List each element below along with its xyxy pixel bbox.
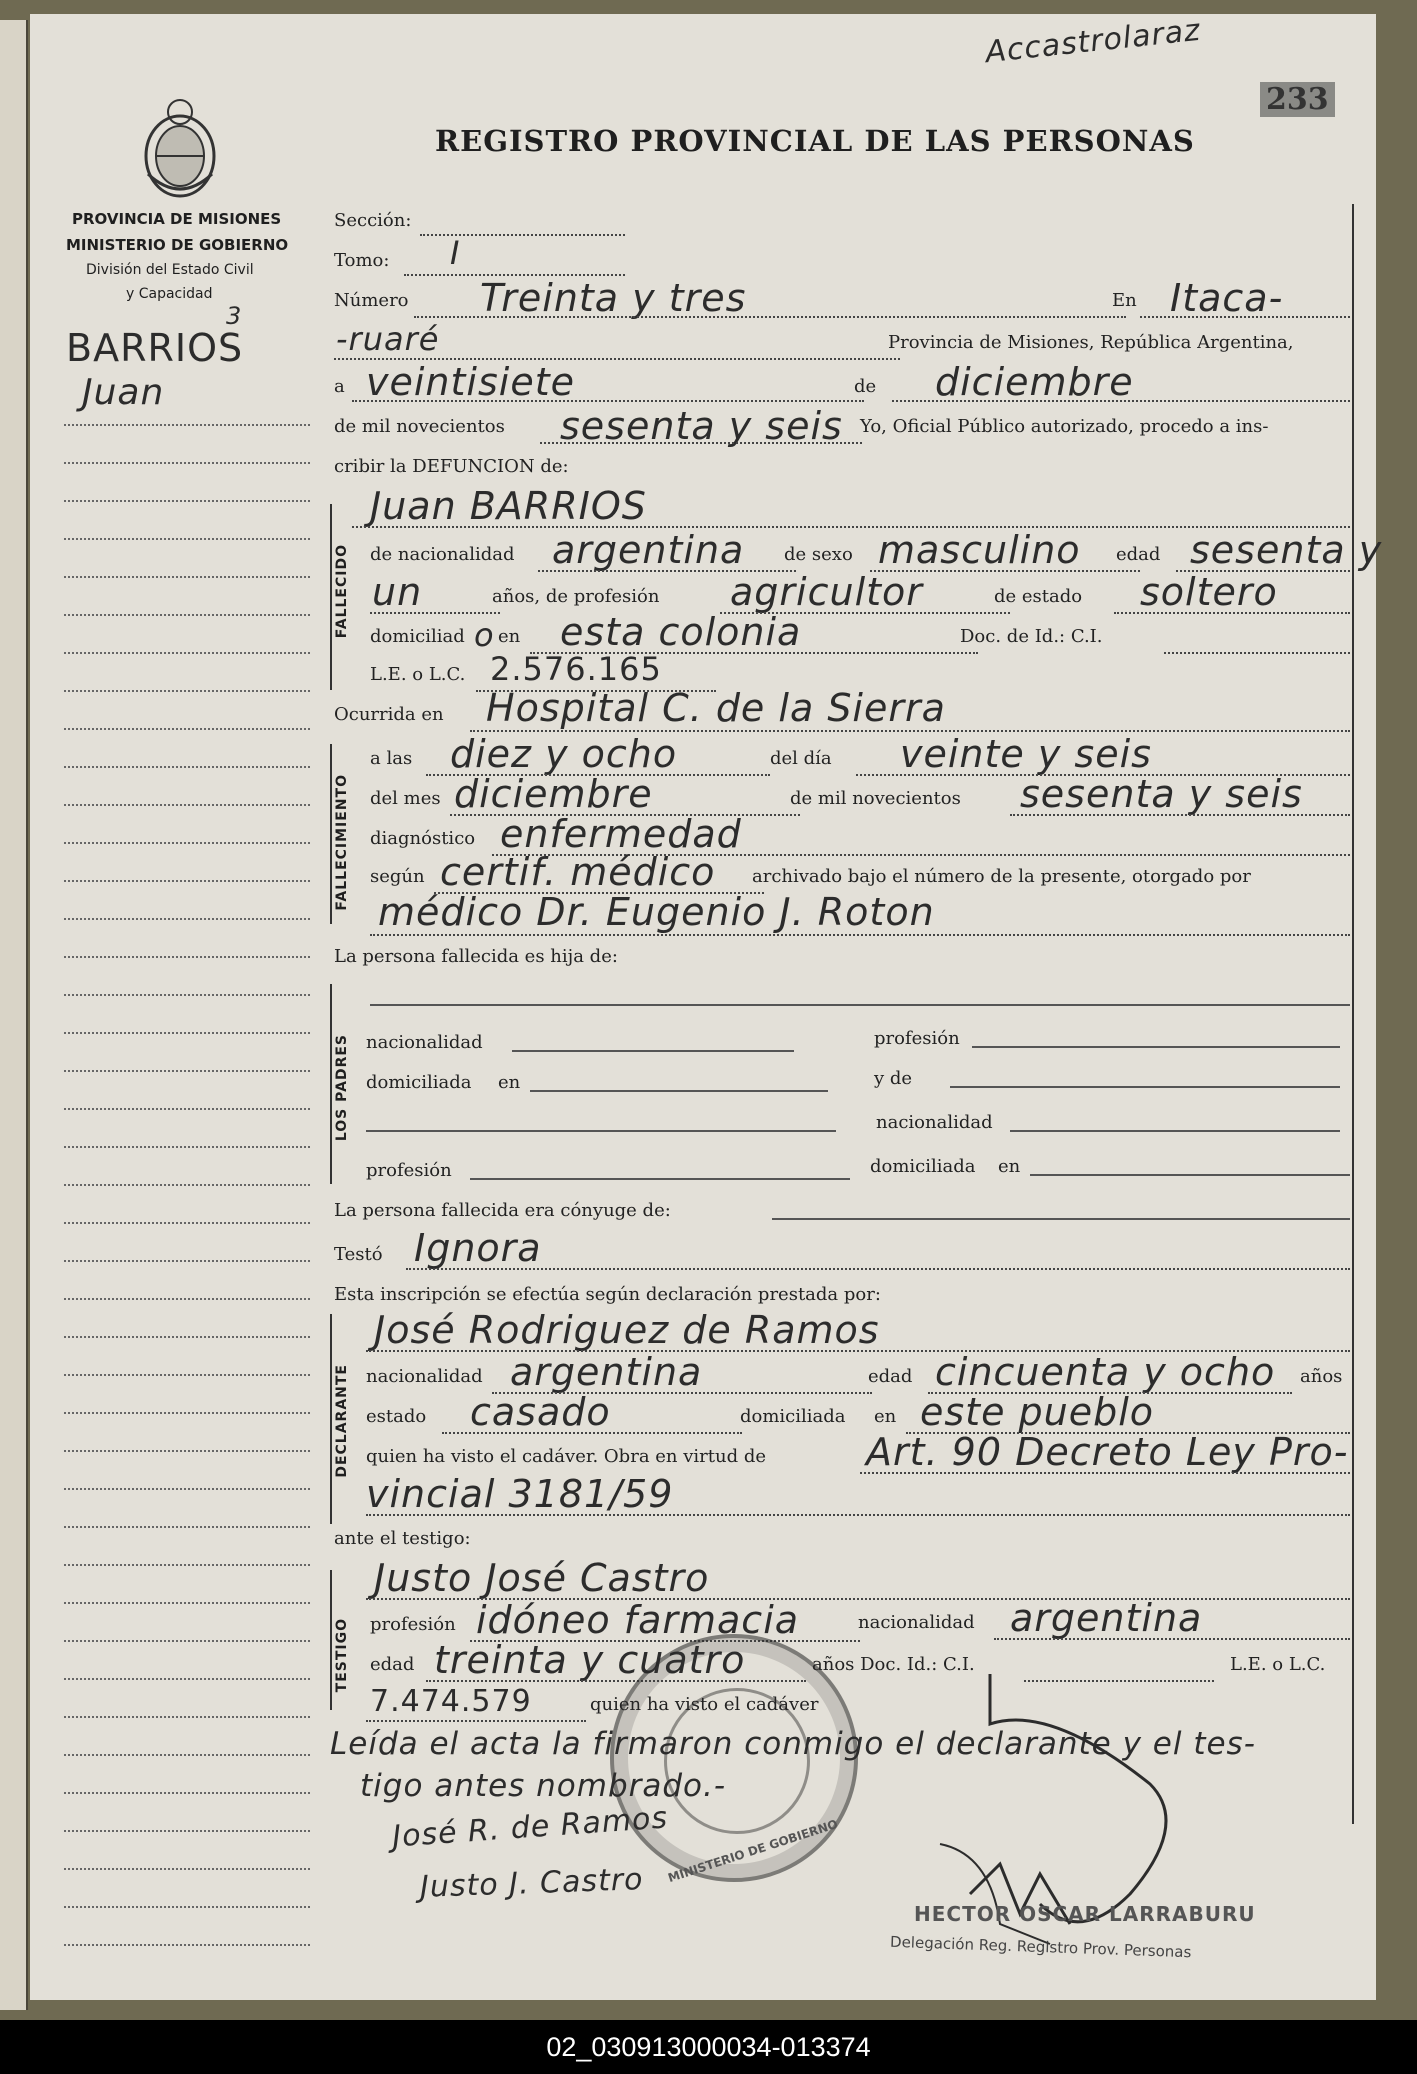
- value-lugar-2: -ruaré: [336, 320, 440, 358]
- value-nombre: Juan BARRIOS: [370, 484, 647, 528]
- value-anio: sesenta y seis: [560, 404, 843, 448]
- label-padre-profesion: profesión: [874, 1028, 960, 1049]
- label-doc-id: Doc. de Id.: C.I.: [960, 626, 1103, 647]
- value-obra-2: vincial 3181/59: [366, 1472, 674, 1516]
- label-del-dia: del día: [770, 748, 832, 769]
- tag-fallecimiento: FALLECIMIENTO: [334, 774, 350, 911]
- label-sexo: de sexo: [784, 544, 853, 565]
- label-inscribir: cribir la DEFUNCION de:: [334, 456, 569, 477]
- document-title: REGISTRO PROVINCIAL DE LAS PERSONAS: [435, 124, 1195, 158]
- label-numero: Número: [334, 290, 409, 311]
- tag-declarante: DECLARANTE: [334, 1364, 350, 1478]
- label-testigo-quien: quien ha visto el cadáver: [590, 1694, 819, 1715]
- value-le-numero: 2.576.165: [490, 650, 662, 688]
- closing-line-1: Leída el acta la firmaron conmigo el declarante y el tes-: [330, 1726, 1256, 1762]
- value-profesion: agricultor: [730, 570, 923, 614]
- value-estado: soltero: [1140, 570, 1278, 614]
- value-medico: médico Dr. Eugenio J. Roton: [378, 890, 935, 934]
- label-declarante-quien: quien ha visto el cadáver. Obra en virtud de: [366, 1446, 767, 1467]
- label-declaracion: Esta inscripción se efectúa según declaración prestada por:: [334, 1284, 881, 1305]
- value-segun: certif. médico: [440, 850, 716, 894]
- value-dia-fallecimiento: veinte y seis: [900, 732, 1152, 776]
- form-right-border: [1352, 204, 1354, 1824]
- previous-page-edge: [0, 20, 28, 2010]
- value-testigo-nacionalidad: argentina: [1010, 1596, 1203, 1640]
- label-madre-en: en: [998, 1156, 1021, 1177]
- value-declarante-estado: casado: [470, 1390, 611, 1434]
- value-declarante-domicilio: este pueblo: [920, 1390, 1155, 1434]
- label-anos-profesion: años, de profesión: [492, 586, 660, 607]
- value-anio-fallecimiento: sesenta y seis: [1020, 772, 1303, 816]
- tag-fallecido: FALLECIDO: [334, 544, 350, 639]
- value-testigo-doc: 7.474.579: [370, 1684, 532, 1719]
- witness-signature: Justo J. Castro: [419, 1862, 645, 1905]
- label-madre-profesion: profesión: [366, 1160, 452, 1181]
- label-estado: de estado: [994, 586, 1083, 607]
- value-declarante-nombre: José Rodriguez de Ramos: [374, 1308, 880, 1352]
- value-tomo: I: [450, 234, 461, 272]
- label-declarante-edad: edad: [868, 1366, 913, 1387]
- label-segun: según: [370, 866, 425, 887]
- label-archivado: archivado bajo el número de la presente, otorgado por: [752, 866, 1251, 887]
- label-le-lc: L.E. o L.C.: [370, 664, 466, 685]
- label-madre-nacionalidad: nacionalidad: [876, 1112, 993, 1133]
- value-testigo-profesion: idóneo farmacia: [476, 1598, 800, 1642]
- label-hija-de: La persona fallecida es hija de:: [334, 946, 618, 967]
- value-diagnostico: enfermedad: [500, 812, 742, 856]
- value-testigo-edad: treinta y cuatro: [434, 1638, 746, 1682]
- value-mes-fallecimiento: diciembre: [454, 772, 653, 816]
- label-declarante-domiciliada: domiciliada: [740, 1406, 846, 1427]
- label-domiciliado: domiciliad: [370, 626, 465, 647]
- label-ante-testigo: ante el testigo:: [334, 1528, 471, 1549]
- label-de: de: [854, 376, 877, 397]
- label-oficial: Yo, Oficial Público autorizado, procedo a ins-: [860, 416, 1269, 437]
- issuer-line-3: División del Estado Civil: [86, 262, 254, 278]
- officer-name: HECTOR OSCAR LARRABURU: [914, 1902, 1256, 1926]
- value-declarante-nacionalidad: argentina: [510, 1350, 703, 1394]
- label-a-las: a las: [370, 748, 413, 769]
- label-y-de: y de: [874, 1068, 913, 1089]
- top-signature: Accastrolaraz: [983, 12, 1203, 71]
- value-domicilio-o: o: [474, 616, 495, 654]
- label-declarante-estado: estado: [366, 1406, 427, 1427]
- label-del-mes: del mes: [370, 788, 441, 809]
- value-obra-1: Art. 90 Decreto Ley Pro-: [866, 1430, 1349, 1474]
- label-testigo-anos: años Doc. Id.: C.I.: [812, 1654, 975, 1675]
- label-nacionalidad: de nacionalidad: [370, 544, 515, 565]
- label-padre-nacionalidad: nacionalidad: [366, 1032, 483, 1053]
- label-madre-domiciliada: domiciliada: [870, 1156, 976, 1177]
- label-padre-en: en: [498, 1072, 521, 1093]
- value-sexo: masculino: [878, 528, 1081, 572]
- tag-testigo: TESTIGO: [334, 1618, 350, 1693]
- value-dia: veintisiete: [366, 360, 575, 404]
- label-declarante-en: en: [874, 1406, 897, 1427]
- label-a: a: [334, 376, 345, 397]
- value-hora: diez y ocho: [450, 732, 678, 776]
- value-testo: Ignora: [414, 1226, 542, 1270]
- value-numero: Treinta y tres: [480, 276, 747, 320]
- scan-identifier: 02_030913000034-013374: [0, 2020, 1417, 2074]
- value-declarante-edad: cincuenta y ocho: [935, 1350, 1276, 1394]
- label-domicilio-en: en: [498, 626, 521, 647]
- label-declarante-anos: años: [1300, 1366, 1343, 1387]
- label-testigo-edad: edad: [370, 1654, 415, 1675]
- label-ocurrida: Ocurrida en: [334, 704, 444, 725]
- label-conyuge: La persona fallecida era cónyuge de:: [334, 1200, 671, 1221]
- label-padre-domiciliada: domiciliada: [366, 1072, 472, 1093]
- value-ocurrida: Hospital C. de la Sierra: [486, 686, 946, 730]
- label-declarante-nacionalidad: nacionalidad: [366, 1366, 483, 1387]
- label-edad: edad: [1116, 544, 1161, 565]
- label-testo: Testó: [334, 1244, 383, 1265]
- label-testigo-le: L.E. o L.C.: [1230, 1654, 1326, 1675]
- label-de-mil: de mil novecientos: [334, 416, 505, 437]
- value-domicilio: esta colonia: [560, 610, 802, 654]
- declarant-signature: José R. de Ramos: [391, 1800, 670, 1855]
- issuer-line-1: PROVINCIA DE MISIONES: [72, 210, 282, 228]
- label-en: En: [1112, 290, 1137, 311]
- label-tomo: Tomo:: [334, 250, 390, 271]
- tag-padres: LOS PADRES: [334, 1034, 350, 1142]
- stamp-text: MINISTERIO DE GOBIERNO: [666, 1816, 840, 1886]
- officer-role: Delegación Reg. Registro Prov. Personas: [889, 1932, 1192, 1962]
- closing-line-2: tigo antes nombrado.-: [360, 1768, 727, 1804]
- label-seccion: Sección:: [334, 210, 412, 231]
- value-nacionalidad: argentina: [552, 528, 745, 572]
- issuer-line-4: y Capacidad: [126, 286, 213, 302]
- margin-given-name: Juan: [82, 372, 165, 413]
- label-de-mil-2: de mil novecientos: [790, 788, 961, 809]
- value-testigo-nombre: Justo José Castro: [374, 1556, 710, 1600]
- label-testigo-nacionalidad: nacionalidad: [858, 1612, 975, 1633]
- value-edad-1: sesenta y: [1190, 528, 1383, 572]
- value-mes: diciembre: [935, 360, 1134, 404]
- death-certificate-page: [30, 12, 1383, 2000]
- folio-number: 233: [1260, 82, 1335, 117]
- issuer-line-2: MINISTERIO DE GOBIERNO: [66, 236, 289, 254]
- label-provincia: Provincia de Misiones, República Argentina,: [888, 332, 1294, 353]
- label-testigo-profesion: profesión: [370, 1614, 456, 1635]
- label-diagnostico: diagnóstico: [370, 828, 476, 849]
- value-lugar-1: Itaca-: [1170, 276, 1284, 320]
- coat-of-arms-icon: [138, 94, 222, 204]
- act-number: 3: [226, 302, 243, 330]
- value-edad-2: un: [372, 570, 423, 614]
- margin-surname: BARRIOS: [66, 326, 244, 370]
